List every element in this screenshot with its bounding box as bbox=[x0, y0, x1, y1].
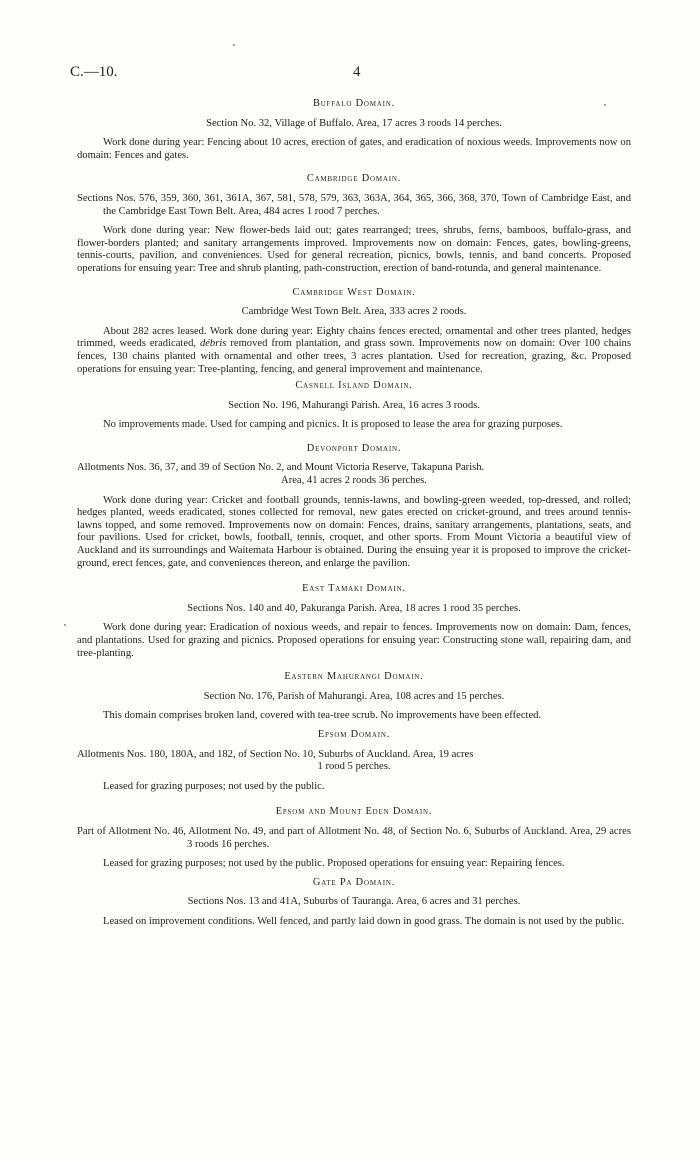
section-heading: Cambridge West Domain. bbox=[292, 286, 416, 298]
body-text: About 282 acres leased. Work done during year: Eighty chains fences erected, ornamental and other trees planted, hedges trimmed, weeds eradicated, bbox=[77, 325, 631, 350]
speck bbox=[233, 44, 235, 46]
section-location-area: Area, 41 acres 2 roods 36 perches. bbox=[281, 475, 427, 487]
section-heading: Cambridge Domain. bbox=[306, 173, 402, 185]
section-body: No improvements made. Used for camping and picnics. It is proposed to lease the area for grazing purposes. bbox=[103, 419, 563, 431]
section-gate-pa-domain bbox=[77, 877, 631, 929]
section-body: Leased on improvement conditions. Well fenced, and partly laid down in good grass. The domain is not used by the public. bbox=[103, 915, 625, 927]
section-heading: Casnell Island Domain. bbox=[295, 380, 413, 392]
section-casnell-island-domain bbox=[77, 380, 631, 432]
section-epsom-domain bbox=[77, 729, 631, 793]
section-body: Work done during year: Cricket and football grounds, tennis-lawns, and bowling-green weeded, top-dressed, and rolled; hedges planted, weeds eradicated, stones collected for removal, new gates erected on cricket-ground, and trees around tennis-lawns topped, and some removed. Improvements now on domain: Fences, drains, sanitary arrangements, plantations, seats, and four pavilions. Used for cricket, bowls, football, tennis, croquet, and other sports. From Mount Victoria a beautiful view of Auckland and its surroundings and Waitemata Harbour is obtained. During the ensuing year it is proposed to improve the cricket-ground, erect fences, gate, and conveniences thereon, and enlarge the pavilion. bbox=[77, 494, 631, 569]
section-location: Section No. 196, Mahurangi Parish. Area, 16 acres 3 roods. bbox=[228, 399, 480, 411]
section-body bbox=[77, 326, 631, 376]
page-content bbox=[77, 98, 631, 930]
section-body: Work done during year: Eradication of noxious weeds, and repair to fences. Improvements now on domain: Dam, fences, and plantations. Used for grazing and picnics. Proposed operations for ensuing year: Constructing stone wall, repairing dam, and tree-planting. bbox=[77, 622, 631, 659]
section-heading: East Tamaki Domain. bbox=[302, 583, 406, 595]
speck bbox=[64, 624, 66, 626]
body-text: removed from plantation, and grass sown. Improvements now on domain: Over 100 chains fences, 130 chains planted with ornamental and other trees, 3 acres plantation. Used for recreation, grazing, &c. Proposed operations for ensuing year: Tree-planting, fencing, and general improvement and maintenance. bbox=[77, 338, 631, 375]
section-location-area: 1 rood 5 perches. bbox=[317, 761, 391, 773]
section-location: Section No. 32, Village of Buffalo. Area, 17 acres 3 roods 14 perches. bbox=[206, 117, 502, 129]
section-heading: Devonport Domain. bbox=[306, 442, 402, 454]
section-body: Work done during year: Fencing about 10 acres, erection of gates, and eradication of noxious weeds. Improvements now on domain: Fences and gates. bbox=[77, 137, 631, 161]
section-location: Section No. 176, Parish of Mahurangi. Area, 108 acres and 15 perches. bbox=[203, 690, 505, 702]
section-body: Work done during year: New flower-beds laid out; gates rearranged; trees, shrubs, ferns, bamboos, buffalo-grass, and flower-borders planted; and sanitary arrangements improved. Improvements now on domain: Fences, gates, bowling-greens, tennis-courts, pavilion, and conveniences. Used for general recreation, picnics, bowls, tennis, and band concerts. Proposed operations for ensuing year: Tree and shrub planting, path-construction, erection of band-rotunda, and general maintenance. bbox=[77, 225, 631, 274]
section-heading: Gate Pa Domain. bbox=[312, 876, 396, 888]
section-heading: Epsom Domain. bbox=[317, 728, 391, 740]
section-body: Leased for grazing purposes; not used by the public. bbox=[103, 780, 325, 792]
section-location: Part of Allotment No. 46, Allotment No. 49, and part of Allotment No. 48, of Section No. 6, Suburbs of Auckland. Area, 29 acres 3 roods 16 perches. bbox=[77, 825, 631, 850]
section-body: This domain comprises broken land, covered with tea-tree scrub. No improvements have been effected. bbox=[103, 710, 542, 722]
page-number: 4 bbox=[353, 64, 361, 80]
section-devonport-domain bbox=[77, 443, 631, 570]
section-cambridge-domain bbox=[77, 173, 631, 275]
section-location: Sections Nos. 140 and 40, Pakuranga Parish. Area, 18 acres 1 rood 35 perches. bbox=[187, 602, 521, 614]
section-heading: Buffalo Domain. bbox=[312, 98, 396, 109]
section-body: Leased for grazing purposes; not used by the public. Proposed operations for ensuing year: Repairing fences. bbox=[103, 858, 565, 870]
section-location: Allotments Nos. 36, 37, and 39 of Section No. 2, and Mount Victoria Reserve, Takapuna Parish. bbox=[77, 462, 485, 474]
section-buffalo-domain bbox=[77, 98, 631, 162]
section-eastern-mahurangi-domain bbox=[77, 671, 631, 723]
section-location: Sections Nos. 576, 359, 360, 361, 361A, 367, 581, 578, 579, 363, 363A, 364, 365, 366, 368, 370, Town of Cambridge East, and the Cambridge East Town Belt. Area, 484 acres 1 rood 7 perches. bbox=[77, 192, 631, 217]
section-heading: Eastern Mahurangi Domain. bbox=[284, 671, 424, 683]
section-location: Cambridge West Town Belt. Area, 333 acres 2 roods. bbox=[241, 306, 467, 318]
section-heading: Epsom and Mount Eden Domain. bbox=[275, 806, 433, 818]
italic-term: débris bbox=[199, 338, 227, 350]
section-location: Sections Nos. 13 and 41A, Suburbs of Tauranga. Area, 6 acres and 31 perches. bbox=[187, 896, 521, 908]
section-epsom-mount-eden-domain bbox=[77, 806, 631, 870]
page-header bbox=[70, 66, 630, 82]
document-reference: C.—10. bbox=[70, 64, 118, 80]
section-east-tamaki-domain bbox=[77, 583, 631, 660]
section-cambridge-west-domain bbox=[77, 287, 631, 377]
section-location: Allotments Nos. 180, 180A, and 182, of Section No. 10, Suburbs of Auckland. Area, 19 acres bbox=[77, 748, 474, 760]
